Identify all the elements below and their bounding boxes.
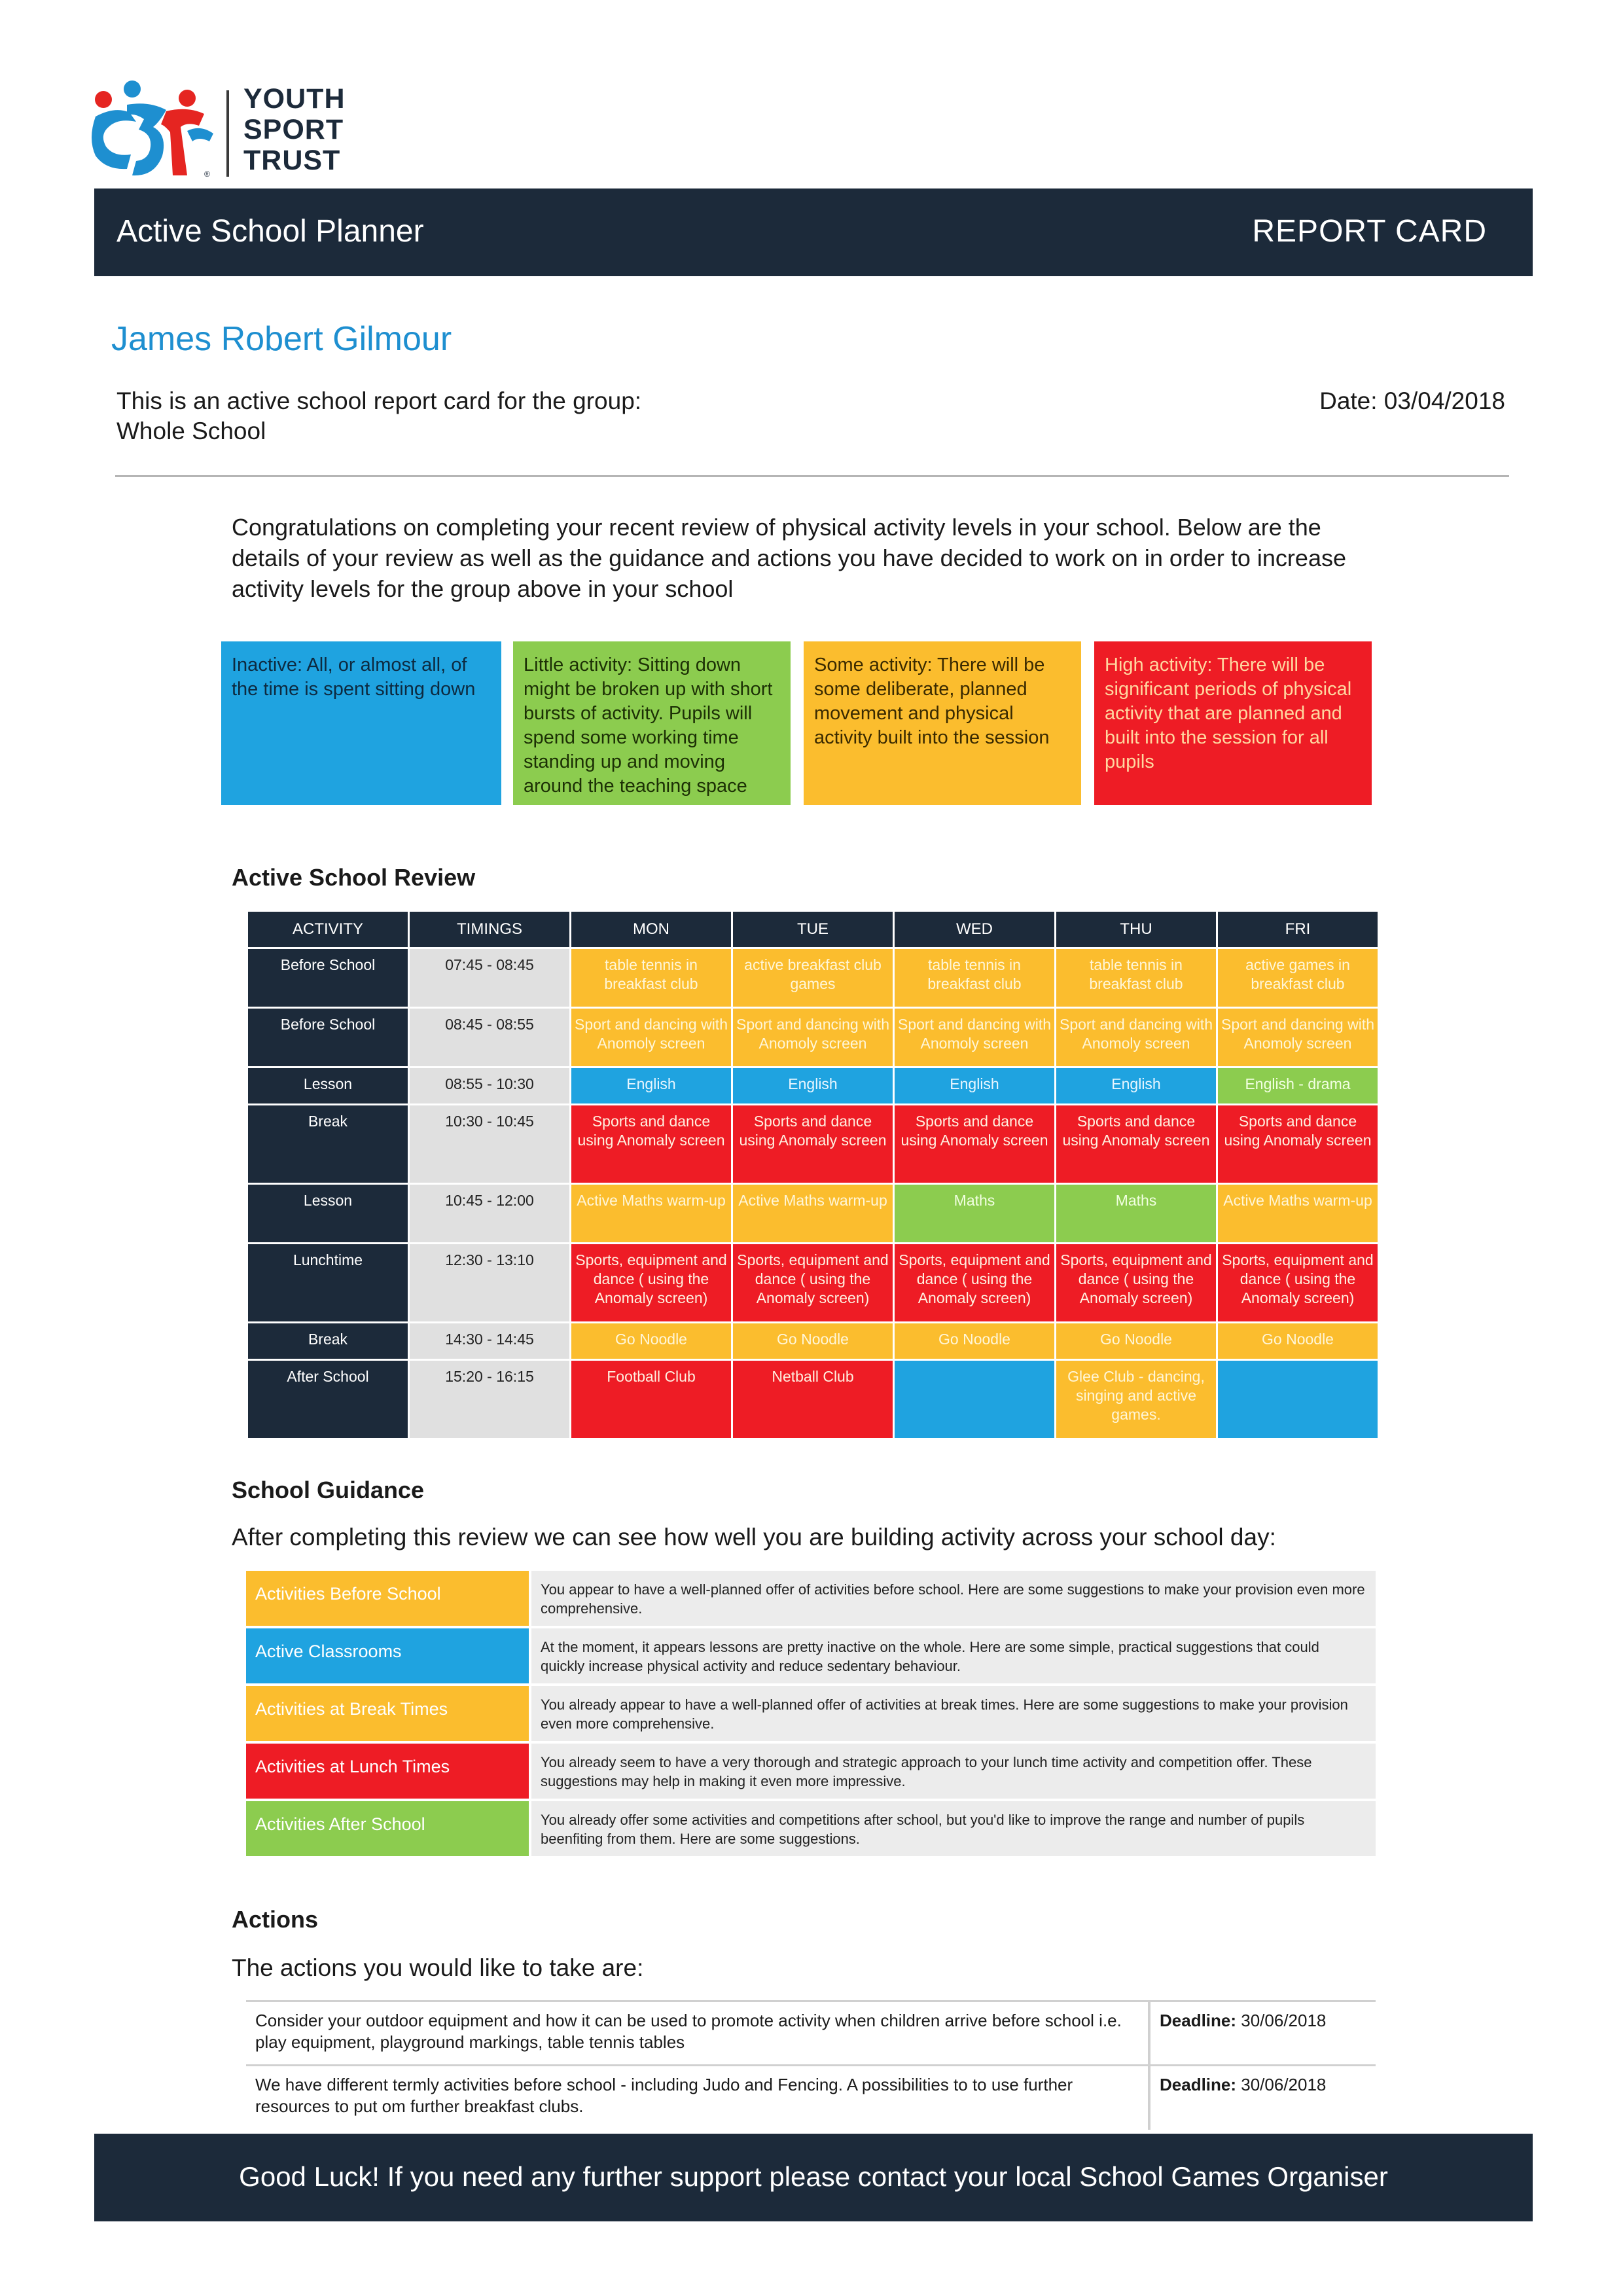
cell-tue: active breakfast club games [733, 949, 893, 1007]
cell-tue: Sports, equipment and dance ( using the Anomaly screen) [733, 1244, 893, 1321]
cell-fri: Sports, equipment and dance ( using the Anomaly screen) [1218, 1244, 1378, 1321]
cell-thu: Sport and dancing with Anomoly screen [1056, 1009, 1216, 1066]
col-header-wed: WED [895, 912, 1054, 947]
logo-figures-icon [89, 79, 220, 183]
row-timing: 07:45 - 08:45 [410, 949, 569, 1007]
actions-subtitle: The actions you would like to take are: [232, 1954, 644, 1981]
deadline-date: 30/06/2018 [1236, 2075, 1327, 2094]
review-header-row [248, 912, 1378, 947]
cell-mon: Sport and dancing with Anomoly screen [571, 1009, 731, 1066]
actions-heading: Actions [232, 1906, 319, 1933]
cell-tue: Sports and dance using Anomaly screen [733, 1105, 893, 1183]
cell-thu: Go Noodle [1056, 1323, 1216, 1359]
action-deadline [1149, 2066, 1376, 2130]
cell-wed: Sports, equipment and dance ( using the Anomaly screen) [895, 1244, 1054, 1321]
row-activity: Break [248, 1105, 408, 1183]
guidance-label: Active Classrooms [246, 1628, 529, 1683]
cell-wed [895, 1361, 1054, 1438]
row-activity: Lunchtime [248, 1244, 408, 1321]
logo-line-sport: SPORT [243, 114, 344, 145]
guidance-label: Activities Before School [246, 1571, 529, 1626]
review-row [248, 1105, 1378, 1183]
col-header-thu: THU [1056, 912, 1216, 947]
action-deadline [1149, 2001, 1376, 2066]
review-table [246, 910, 1380, 1440]
review-row [248, 949, 1378, 1007]
guidance-text: You already seem to have a very thorough and strategic approach to your lunch time activity and competition offer. These suggestions may help in making it even more impressive. [529, 1744, 1376, 1799]
deadline-label: Deadline: [1160, 2011, 1237, 2030]
cell-fri: active games in breakfast club [1218, 949, 1378, 1007]
cell-mon: Football Club [571, 1361, 731, 1438]
guidance-row [246, 1686, 1376, 1741]
cell-wed: table tennis in breakfast club [895, 949, 1054, 1007]
intro-paragraph: Congratulations on completing your recent review of physical activity levels in your school. Below are the details of your review as well as the guidance and actions you have decided to work on in order to increase activity levels for the group above in your school [232, 514, 1346, 602]
cell-fri: Sports and dance using Anomaly screen [1218, 1105, 1378, 1183]
review-heading: Active School Review [232, 864, 476, 891]
action-text: Consider your outdoor equipment and how it can be used to promote activity when children arrive before school i.e. play equipment, playground markings, table tennis tables [246, 2001, 1149, 2066]
cell-wed: Sport and dancing with Anomoly screen [895, 1009, 1054, 1066]
review-row [248, 1068, 1378, 1103]
cell-mon: Go Noodle [571, 1323, 731, 1359]
page-title: Active School Planner [116, 214, 424, 249]
cell-mon: Sports and dance using Anomaly screen [571, 1105, 731, 1183]
guidance-label: Activities at Break Times [246, 1686, 529, 1741]
cell-mon: Sports, equipment and dance ( using the Anomaly screen) [571, 1244, 731, 1321]
cell-tue: Go Noodle [733, 1323, 893, 1359]
cell-fri: Active Maths warm-up [1218, 1185, 1378, 1242]
cell-fri: Go Noodle [1218, 1323, 1378, 1359]
cell-thu: Sports, equipment and dance ( using the Anomaly screen) [1056, 1244, 1216, 1321]
cell-fri: English - drama [1218, 1068, 1378, 1103]
action-text: We have different termly activities before school - including Judo and Fencing. A possibilities to to use further resources to put om further breakfast clubs. [246, 2066, 1149, 2130]
cell-wed: Sports and dance using Anomaly screen [895, 1105, 1054, 1183]
cell-tue: English [733, 1068, 893, 1103]
col-header-timings: TIMINGS [410, 912, 569, 947]
guidance-subtitle: After completing this review we can see how well you are building activity across your school day: [232, 1524, 1276, 1551]
key-some-activity: Some activity: There will be some deliberate, planned movement and physical activity built into the session [804, 641, 1081, 805]
cell-thu: Glee Club - dancing, singing and active games. [1056, 1361, 1216, 1438]
key-little-activity: Little activity: Sitting down might be broken up with short bursts of activity. Pupils will spend some working time standing up and moving around the teaching space [513, 641, 791, 805]
guidance-row [246, 1571, 1376, 1626]
cell-thu: table tennis in breakfast club [1056, 949, 1216, 1007]
student-name: James Robert Gilmour [111, 320, 452, 358]
action-row [246, 2001, 1376, 2066]
header-band [94, 188, 1533, 276]
cell-tue: Active Maths warm-up [733, 1185, 893, 1242]
action-row [246, 2066, 1376, 2130]
svg-text:®: ® [204, 170, 210, 179]
review-row [248, 1323, 1378, 1359]
logo-divider [226, 90, 229, 177]
youth-sport-trust-logo [89, 79, 364, 183]
col-header-tue: TUE [733, 912, 893, 947]
deadline-date: 30/06/2018 [1236, 2011, 1327, 2030]
actions-table [246, 2000, 1376, 2130]
row-timing: 10:45 - 12:00 [410, 1185, 569, 1242]
row-timing: 12:30 - 13:10 [410, 1244, 569, 1321]
cell-wed: Go Noodle [895, 1323, 1054, 1359]
review-row [248, 1009, 1378, 1066]
guidance-text: You already offer some activities and competitions after school, but you'd like to improve the range and number of pupils beenfiting from them. Here are some suggestions. [529, 1801, 1376, 1856]
col-header-mon: MON [571, 912, 731, 947]
guidance-label: Activities After School [246, 1801, 529, 1856]
row-activity: Lesson [248, 1068, 408, 1103]
col-header-activity: ACTIVITY [248, 912, 408, 947]
guidance-text: You appear to have a well-planned offer of activities before school. Here are some suggestions to make your provision even more comprehensive. [529, 1571, 1376, 1626]
cell-tue: Netball Club [733, 1361, 893, 1438]
group-name: Whole School [116, 418, 266, 444]
row-timing: 10:30 - 10:45 [410, 1105, 569, 1183]
logo-wordmark [243, 84, 346, 176]
row-timing: 08:55 - 10:30 [410, 1068, 569, 1103]
row-timing: 14:30 - 14:45 [410, 1323, 569, 1359]
guidance-label: Activities at Lunch Times [246, 1744, 529, 1799]
cell-fri [1218, 1361, 1378, 1438]
guidance-row [246, 1801, 1376, 1856]
report-date: Date: 03/04/2018 [1319, 387, 1505, 414]
row-activity: Before School [248, 949, 408, 1007]
guidance-row [246, 1628, 1376, 1683]
footer-band [94, 2134, 1533, 2221]
review-row [248, 1244, 1378, 1321]
cell-wed: English [895, 1068, 1054, 1103]
guidance-text: You already appear to have a well-planned offer of activities at break times. Here are some suggestions to make your provision even more comprehensive. [529, 1686, 1376, 1741]
cell-mon: table tennis in breakfast club [571, 949, 731, 1007]
guidance-heading: School Guidance [232, 1477, 425, 1503]
logo-line-trust: TRUST [243, 145, 341, 176]
key-inactive: Inactive: All, or almost all, of the time is spent sitting down [221, 641, 501, 805]
group-intro: This is an active school report card for the group: [116, 387, 642, 414]
report-card-label: REPORT CARD [1252, 214, 1487, 249]
logo-line-youth: YOUTH [243, 83, 346, 115]
cell-mon: Active Maths warm-up [571, 1185, 731, 1242]
review-row [248, 1185, 1378, 1242]
divider [115, 475, 1509, 477]
row-activity: After School [248, 1361, 408, 1438]
key-high-activity: High activity: There will be significant periods of physical activity that are planned and built into the session for all pupils [1094, 641, 1372, 805]
cell-thu: English [1056, 1068, 1216, 1103]
col-header-fri: FRI [1218, 912, 1378, 947]
footer-message: Good Luck! If you need any further support please contact your local School Games Organiser [239, 2161, 1388, 2192]
cell-thu: Maths [1056, 1185, 1216, 1242]
row-activity: Before School [248, 1009, 408, 1066]
guidance-row [246, 1744, 1376, 1799]
row-activity: Lesson [248, 1185, 408, 1242]
row-activity: Break [248, 1323, 408, 1359]
cell-fri: Sport and dancing with Anomoly screen [1218, 1009, 1378, 1066]
cell-tue: Sport and dancing with Anomoly screen [733, 1009, 893, 1066]
row-timing: 08:45 - 08:55 [410, 1009, 569, 1066]
review-row [248, 1361, 1378, 1438]
cell-thu: Sports and dance using Anomaly screen [1056, 1105, 1216, 1183]
cell-mon: English [571, 1068, 731, 1103]
guidance-text: At the moment, it appears lessons are pretty inactive on the whole. Here are some simple, practical suggestions that could quickly increase physical activity and reduce sedentary behaviour. [529, 1628, 1376, 1683]
guidance-table [246, 1568, 1376, 1859]
deadline-label: Deadline: [1160, 2075, 1237, 2094]
row-timing: 15:20 - 16:15 [410, 1361, 569, 1438]
cell-wed: Maths [895, 1185, 1054, 1242]
